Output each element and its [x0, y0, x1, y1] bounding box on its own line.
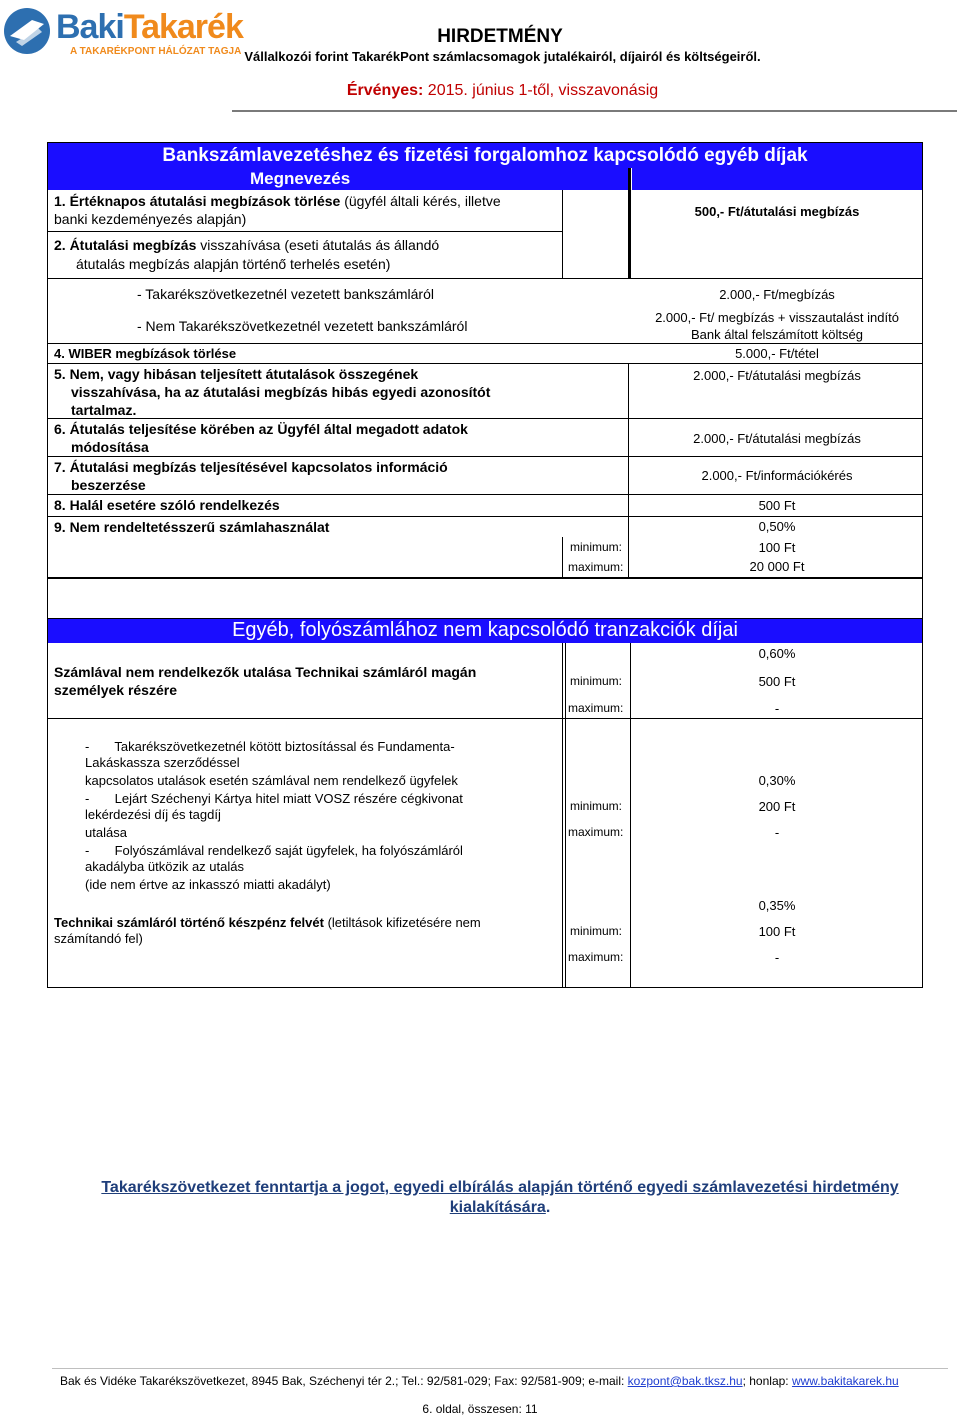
divider [47, 456, 923, 457]
row2-max: - [774, 825, 780, 840]
item2-text-line2: átutalás megbízás alapján történő terhelés esetén) [76, 256, 391, 272]
row1-max-label: maximum: [568, 701, 624, 715]
row1-line1: Számlával nem rendelkezők utalása Technikai számláról magán [54, 664, 477, 680]
item9-pct: 0,50% [758, 519, 796, 534]
row2-min-label: minimum: [570, 799, 623, 813]
logo-icon [2, 6, 52, 56]
validity-text: 2015. június 1-től, visszavonásig [423, 82, 659, 99]
item1-text: 1. Értéknapos átutalási megbízások törlése (ügyfél általi kérés, illetve [54, 193, 501, 209]
page-number: 6. oldal, összesen: 11 [422, 1402, 538, 1416]
logo [2, 4, 243, 60]
website-link[interactable]: www.bakitakarek.hu [791, 1374, 899, 1388]
col-header: Megnevezés [250, 169, 351, 188]
row2-b3: utalása [85, 825, 127, 840]
row3-min-label: minimum: [570, 924, 623, 938]
section1-header [48, 143, 922, 168]
row2-min: 200 Ft [758, 799, 796, 814]
item9-max: 20 000 Ft [749, 559, 805, 574]
email-link[interactable]: kozpont@bak.tksz.hu [627, 1374, 743, 1388]
footer-divider [52, 1368, 948, 1369]
row3-min: 100 Ft [758, 924, 796, 939]
sub2-fee-line2: Bank által felszámított költség [691, 327, 863, 342]
item5-line2: visszahívása, ha az átutalási megbízás hibás egyedi azonosítót [71, 384, 491, 400]
divider [47, 516, 923, 517]
row2-b1: - Lejárt Széchenyi Kártya hitel miatt VOSZ részére cégkivonat [85, 791, 463, 806]
sub2-text: - Nem Takarékszövetkezetnél vezetett bankszámláról [137, 318, 468, 334]
footer-notice-line1: Takarékszövetkezet fenntartja a jogot, egyedi elbírálás alapján történő egyedi számlavezetési hirdetmény [101, 1179, 899, 1196]
row1-min-label: minimum: [570, 674, 623, 688]
row3-line2: számítandó fel) [54, 931, 143, 946]
item8-fee: 500 Ft [758, 498, 796, 513]
row2-c1: - Folyószámlával rendelkező saját ügyfelek, ha folyószámláról [85, 843, 463, 858]
section2-title: Egyéb, folyószámlához nem kapcsolódó tranzakciók díjai [232, 619, 738, 641]
divider [47, 363, 923, 364]
row1-max: - [774, 701, 780, 716]
item9-text: 9. Nem rendeltetésszerű számlahasználat [54, 519, 330, 535]
divider [47, 278, 923, 279]
item4-text: 4. WIBER megbízások törlése [54, 346, 237, 361]
item4-fee: 5.000,- Ft/tétel [735, 346, 819, 361]
row3-max: - [774, 950, 780, 965]
footer-notice [60, 1178, 940, 1218]
row3-max-label: maximum: [568, 950, 624, 964]
divider [565, 643, 566, 988]
item7-fee: 2.000,- Ft/információkérés [701, 468, 853, 483]
item9-min: 100 Ft [758, 540, 796, 555]
divider [628, 168, 631, 278]
page-subtitle: Vállalkozói forint TakarékPont számlacsomagok jutalékairól, díjairól és költségeiről. [244, 49, 761, 64]
divider [47, 718, 923, 719]
row1-min: 500 Ft [758, 674, 796, 689]
validity-line [300, 82, 705, 100]
divider [47, 231, 563, 232]
row1-pct: 0,60% [758, 646, 796, 661]
row2-a2: Lakáskassza szerződéssel [85, 755, 240, 770]
item9-min-label: minimum: [570, 540, 623, 554]
item6-line1: 6. Átutalás teljesítése körében az Ügyfél által megadott adatok [54, 421, 468, 437]
item7-line1: 7. Átutalási megbízás teljesítésével kapcsolatos információ [54, 459, 448, 475]
row2-b2: lekérdezési díj és tagdíj [85, 807, 221, 822]
validity-label: Érvényes: [346, 82, 424, 99]
divider [47, 343, 923, 344]
header-divider [232, 110, 957, 112]
sub2-fee-line1: 2.000,- Ft/ megbízás + visszautalást indító [655, 310, 899, 325]
sub1-text: - Takarékszövetkezetnél vezetett bankszámláról [137, 286, 434, 302]
row2-pct: 0,30% [758, 773, 796, 788]
item2-text: 2. Átutalási megbízás visszahívása (eseti átutalás ás állandó [54, 237, 440, 253]
row2-a1: - Takarékszövetkezetnél kötött biztosítással és Fundamenta- [85, 739, 455, 754]
item8-text: 8. Halál esetére szóló rendelkezés [54, 497, 280, 513]
item5-line1: 5. Nem, vagy hibásan teljesített átutalások összegének [54, 366, 419, 382]
logo-tagline: A TAKARÉKPONT HÁLÓZAT TAGJA [70, 46, 242, 57]
col-header-fee-cell [632, 168, 922, 190]
row2-a3: kapcsolatos utalások esetén számlával nem rendelkező ügyfelek [85, 773, 458, 788]
item1-text-line2: banki kezdeményezés alapján) [54, 211, 247, 227]
item6-line2: módosítása [71, 439, 149, 455]
section1-title: Bankszámlavezetéshez és fizetési forgalomhoz kapcsolódó egyéb díjak [162, 145, 808, 166]
row2-c2: akadályba ütközik az utalás [85, 859, 244, 874]
row3-line1: Technikai számláról történő készpénz felvét (letiltások kifizetésére nem [54, 915, 481, 930]
item5-line3: tartalmaz. [71, 402, 137, 418]
divider [628, 363, 629, 578]
footer-notice-line2: kialakítására. [449, 1199, 551, 1216]
divider [47, 418, 923, 419]
divider [47, 494, 923, 495]
item5-fee: 2.000,- Ft/átutalási megbízás [693, 368, 861, 383]
row3-pct: 0,35% [758, 898, 796, 913]
divider [562, 643, 563, 988]
row1-line2: személyek részére [54, 682, 177, 698]
sub1-fee: 2.000,- Ft/megbízás [719, 287, 835, 302]
item1-fee: 500,- Ft/átutalási megbízás [694, 204, 860, 219]
divider [562, 190, 563, 278]
footer-address: Bak és Vidéke Takarékszövetkezet, 8945 Bak, Széchenyi tér 2.; Tel.: 92/581-029; Fax: 92/581-909; e-mail: kozpont@bak.tksz.hu; honlap: www.bakitakarek.hu [60, 1374, 899, 1388]
col-header-cell [48, 168, 628, 190]
item9-max-label: maximum: [568, 560, 624, 574]
divider [562, 537, 563, 578]
item6-fee: 2.000,- Ft/átutalási megbízás [693, 431, 861, 446]
page-title: HIRDETMÉNY [437, 26, 563, 47]
item7-line2: beszerzése [71, 477, 146, 493]
divider [47, 618, 923, 619]
divider [630, 643, 631, 988]
row2-max-label: maximum: [568, 825, 624, 839]
logo-brand: BakiTakarék [56, 8, 243, 46]
row2-c3: (ide nem értve az inkasszó miatti akadályt) [85, 877, 331, 892]
section2-header [48, 619, 922, 643]
